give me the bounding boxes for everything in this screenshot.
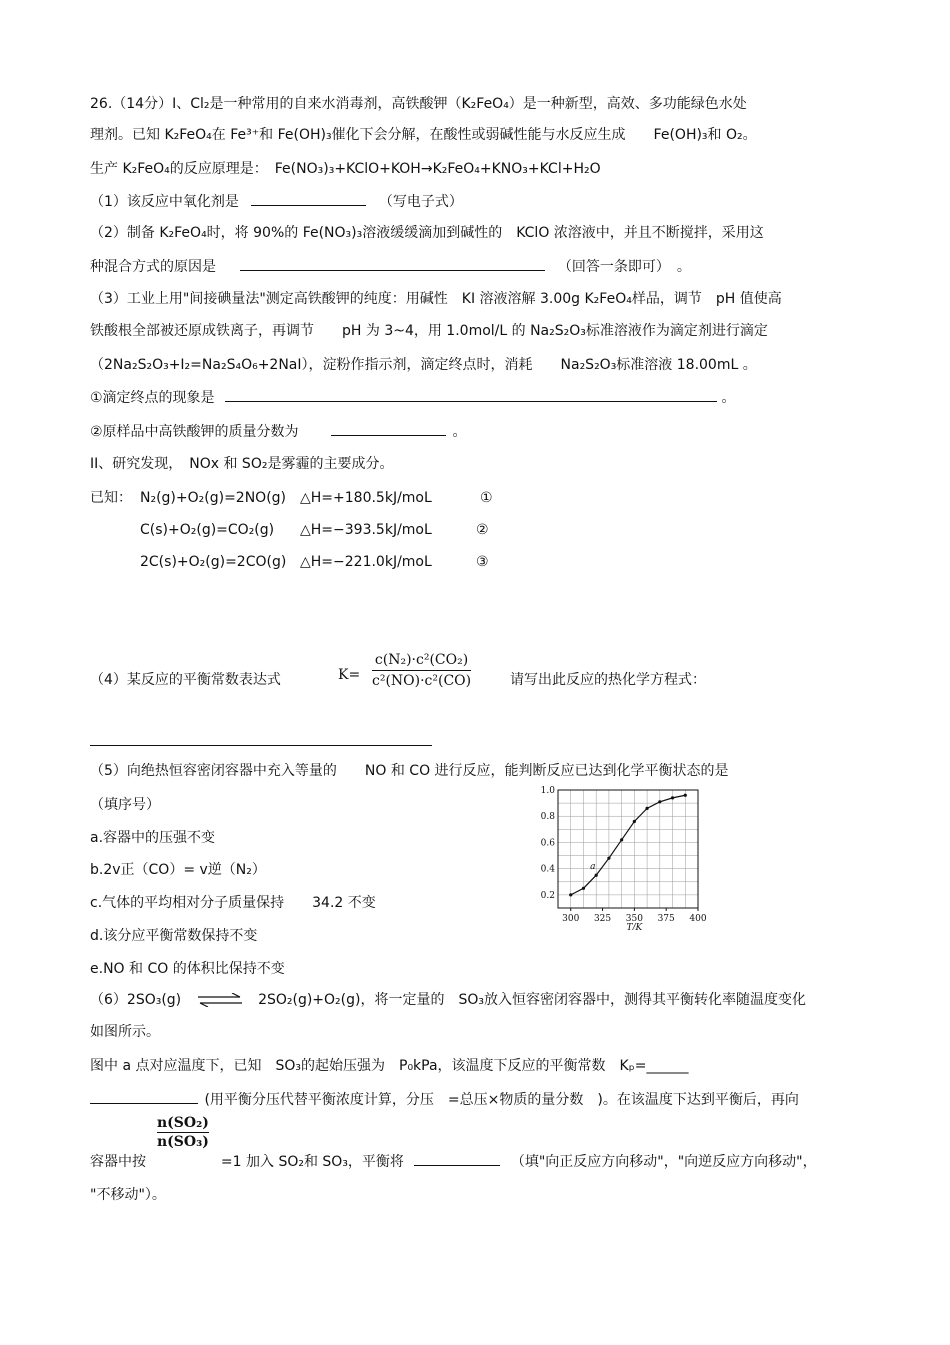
question-6-line-4-text: (用平衡分压代替平衡浓度计算，分压 =总压×物质的量分数 )。在该温度下达到平衡后，再向 (204, 1092, 799, 1108)
option-b: b.2v正（CO）= v逆（N₂） (90, 862, 266, 878)
data-point (595, 874, 598, 877)
enthalpy-1: △H=+180.5kJ/moL (300, 490, 432, 506)
data-point (684, 794, 687, 797)
x-tick-label: 400 (689, 914, 707, 924)
question-1-hint: （写电子式） (378, 194, 463, 210)
question-3-2 (90, 421, 466, 442)
x-tick-label: 375 (657, 914, 675, 924)
question-4-prompt: 请写出此反应的热化学方程式： (510, 672, 706, 688)
equation-2: C(s)+O₂(g)=CO₂(g) (140, 522, 275, 538)
equation-number-3: ③ (476, 554, 489, 570)
question-6-line-3: 图中 a 点对应温度下，已知 SO₃的起始压强为 P₀kPa，该温度下反应的平衡常数 Kₚ=______ (90, 1058, 689, 1074)
y-tick-label: 0.6 (540, 838, 555, 849)
known-label: 已知： (90, 490, 132, 506)
equilibrium-arrow-icon (196, 993, 244, 1007)
data-point (671, 796, 674, 799)
question-6-line-5-pre: 容器中按 (90, 1154, 146, 1170)
y-tick-label: 1.0 (540, 786, 555, 796)
part-2-intro: II、研究发现， NOx 和 SO₂是雾霾的主要成分。 (90, 456, 394, 472)
question-6-line-4 (90, 1089, 799, 1110)
option-d: d.该分应平衡常数保持不变 (90, 928, 258, 944)
answer-blank-1[interactable] (251, 191, 366, 206)
option-e: e.NO 和 CO 的体积比保持不变 (90, 961, 285, 977)
question-2-line-1: （2）制备 K₂FeO₄时，将 90%的 Fe(NO₃)₃溶液缓缓滴加到碱性的 KClO 浓溶液中，并且不断搅拌，采用这 (90, 225, 764, 241)
y-tick-label: 0.4 (540, 864, 555, 875)
answer-blank-6-1[interactable] (90, 1089, 198, 1104)
answer-blank-3-1[interactable] (225, 387, 717, 402)
fraction-bar (372, 670, 471, 671)
answer-blank-4[interactable] (90, 745, 432, 746)
x-tick-label: 325 (593, 914, 612, 924)
question-2-line-2 (90, 256, 691, 277)
ratio-denominator: n(SO₃) (157, 1134, 209, 1150)
x-axis-label: T/K (626, 923, 643, 930)
data-point (658, 800, 661, 803)
equation-number-2: ② (476, 522, 489, 538)
intro-line-2: 理剂。已知 K₂FeO₄在 Fe³⁺和 Fe(OH)₃催化下会分解，在酸性或弱碱性能与水反应生成 Fe(OH)₃和 O₂。 (90, 127, 757, 143)
question-6-line-6: "不移动"）。 (90, 1187, 166, 1203)
question-6-line-5 (90, 1151, 817, 1172)
x-tick-label: 300 (562, 914, 580, 924)
conversion-rate-chart (530, 780, 710, 930)
series-line (571, 795, 686, 895)
question-header: 26.（14分）I、Cl₂是一种常用的自来水消毒剂，高铁酸钾（K₂FeO₄）是一种新型，高效、多功能绿色水处 (90, 96, 747, 112)
question-1 (90, 191, 463, 212)
question-4-text: （4）某反应的平衡常数表达式 (90, 672, 281, 688)
k-denominator: c²(NO)·c²(CO) (372, 673, 472, 689)
question-6-line-5-mid: =1 加入 SO₂和 SO₃，平衡将 (220, 1154, 404, 1170)
question-3-1-end: 。 (721, 390, 736, 406)
data-point (607, 857, 610, 860)
point-a-label: a (590, 862, 596, 873)
equilibrium-constant-expression (340, 652, 471, 689)
question-3-2-text: ②原样品中高铁酸钾的质量分数为 (90, 424, 299, 440)
x-tick-label: 350 (625, 914, 643, 924)
chart-layer (541, 786, 707, 930)
question-3-1 (90, 387, 735, 408)
option-a: a.容器中的压强不变 (90, 830, 216, 846)
data-point (620, 838, 623, 841)
question-1-text: （1）该反应中氧化剂是 (90, 194, 239, 210)
enthalpy-3: △H=−221.0kJ/moL (300, 554, 432, 570)
ratio-bar (157, 1132, 209, 1133)
question-5-hint: （填序号） (90, 797, 160, 813)
answer-blank-2[interactable] (240, 256, 545, 271)
ratio-numerator: n(SO₂) (157, 1115, 209, 1131)
data-point (569, 893, 572, 896)
question-6-reactant: （6）2SO₃(g) (90, 992, 182, 1008)
question-3-line-1: （3）工业上用"间接碘量法"测定高铁酸钾的纯度：用碱性 KI 溶液溶解 3.00g K₂FeO₄样品，调节 pH 值使高 (90, 291, 782, 307)
k-lhs: K= (338, 667, 361, 683)
question-3-2-end: 。 (452, 424, 467, 440)
question-6-line-2: 如图所示。 (90, 1024, 160, 1040)
option-c: c.气体的平均相对分子质量保持 34.2 不变 (90, 895, 376, 911)
question-6-line-5-post: （填"向正反应方向移动"，"向逆反应方向移动"， (510, 1154, 817, 1170)
question-6-product: 2SO₂(g)+O₂(g)，将一定量的 SO₃放入恒容密闭容器中，测得其平衡转化率随温度变化 (258, 992, 806, 1008)
answer-blank-3-2[interactable] (331, 421, 446, 436)
question-2-text: 种混合方式的原因是 (90, 259, 216, 275)
question-2-hint: （回答一条即可） 。 (557, 259, 691, 275)
answer-blank-6-2[interactable] (414, 1151, 500, 1166)
mole-ratio-fraction (157, 1115, 209, 1150)
data-point (582, 887, 585, 890)
y-tick-label: 0.8 (540, 812, 555, 823)
k-numerator: c(N₂)·c²(CO₂) (374, 652, 469, 668)
question-3-line-2: 铁酸根全部被还原成铁离子，再调节 pH 为 3~4，用 1.0mol/L 的 Na₂S₂O₃标准溶液作为滴定剂进行滴定 (90, 323, 768, 339)
equation-number-1: ① (480, 490, 493, 506)
enthalpy-2: △H=−393.5kJ/moL (300, 522, 432, 538)
question-3-1-text: ①滴定终点的现象是 (90, 390, 215, 406)
question-3-line-3: （2Na₂S₂O₃+I₂=Na₂S₄O₆+2NaI），淀粉作指示剂，滴定终点时，消耗 Na₂S₂O₃标准溶液 18.00mL 。 (90, 357, 757, 373)
y-tick-label: 0.2 (540, 890, 555, 901)
data-point (645, 807, 648, 810)
equation-3: 2C(s)+O₂(g)=2CO(g) (140, 554, 287, 570)
question-6-line-1 (90, 990, 806, 1010)
data-point (633, 820, 636, 823)
equation-1: N₂(g)+O₂(g)=2NO(g) (140, 490, 287, 506)
reaction-principle: 生产 K₂FeO₄的反应原理是： Fe(NO₃)₃+KClO+KOH→K₂FeO₄+KNO₃+KCl+H₂O (90, 161, 601, 177)
question-5-text: （5）向绝热恒容密闭容器中充入等量的 NO 和 CO 进行反应，能判断反应已达到化学平衡状态的是 (90, 763, 729, 779)
